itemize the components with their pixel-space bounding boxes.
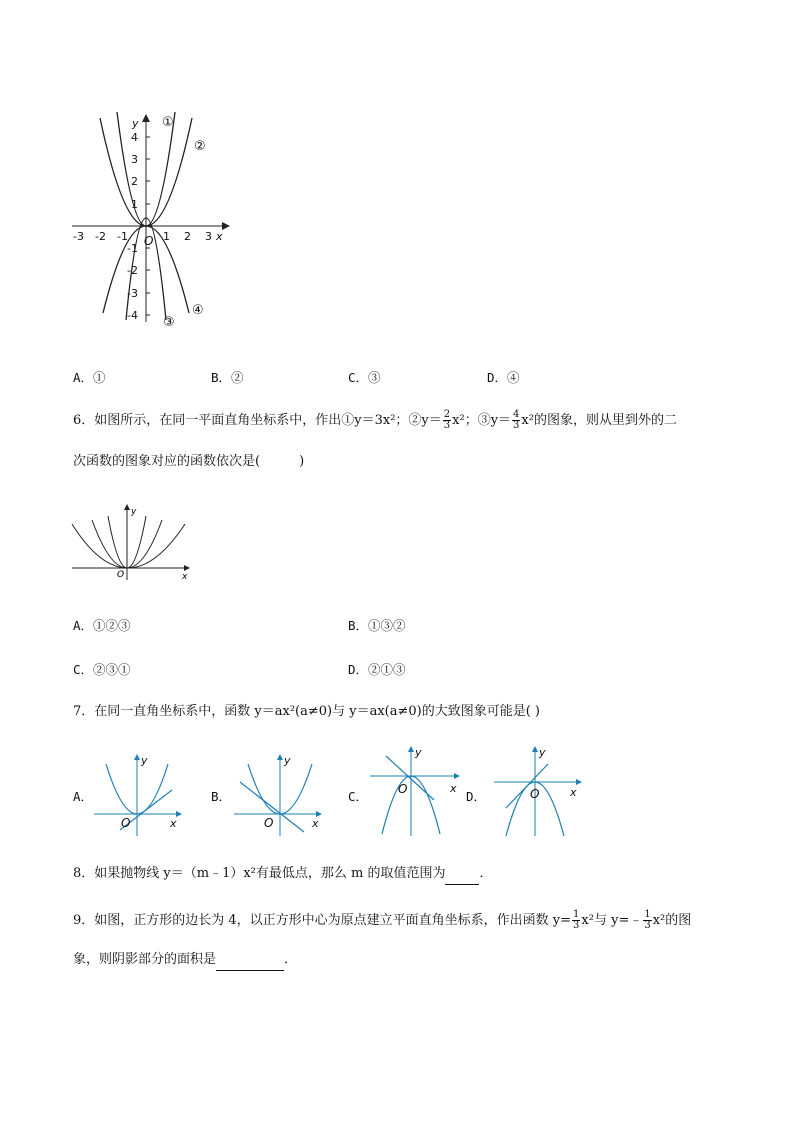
q9-text-c: x²的图 — [652, 913, 692, 928]
curve-label-1: ① — [162, 115, 174, 130]
y-axis-arrow — [142, 114, 150, 122]
q9-f1-den: 3 — [573, 920, 580, 931]
x-tick-neg3: -3 — [73, 230, 84, 243]
q9-line-1 — [73, 910, 691, 931]
q8-answer-blank[interactable] — [445, 864, 479, 885]
q7-question-text: 7．在同一直角坐标系中，函数 y＝ax²(a≠0)与 y＝ax(a≠0)的大致图象可能是( ) — [73, 704, 540, 719]
svg-text:x: x — [170, 817, 177, 830]
q9-fraction-1 — [572, 910, 580, 931]
q8-text-b: ． — [479, 866, 493, 881]
y-tick-2: 2 — [131, 175, 138, 188]
q7-graph-c[interactable] — [368, 744, 464, 838]
q7-graph-a[interactable] — [92, 752, 184, 838]
y-tick-3: 3 — [131, 153, 138, 166]
y-tick-neg2: -2 — [127, 264, 138, 277]
q9-line2-text: 象，则阴影部分的面积是 — [73, 952, 217, 967]
svg-text:O: O — [398, 782, 408, 796]
q9-answer-blank[interactable] — [216, 950, 284, 971]
x-tick-3: 3 — [205, 230, 212, 243]
q5-option-b[interactable]: B．② — [211, 370, 244, 385]
q9-text-a: 9．如图，正方形的边长为 4，以正方形中心为原点建立平面直角坐标系，作出函数 y= — [73, 913, 572, 928]
q9-f1-num: 1 — [573, 909, 580, 920]
q8-question — [73, 864, 493, 885]
parabolas-figure-1 — [70, 110, 240, 335]
y-tick-neg3: -3 — [127, 287, 138, 300]
q7-option-b-label[interactable]: B． — [211, 789, 232, 804]
q9-line2-end: ． — [284, 952, 298, 967]
q6-curve-outer — [72, 524, 185, 568]
svg-text:O: O — [121, 816, 131, 830]
q6-fraction-1 — [443, 410, 451, 431]
q7-graph-d[interactable] — [492, 744, 588, 838]
q5-option-d[interactable]: D．④ — [487, 370, 520, 385]
svg-text:y: y — [141, 754, 148, 767]
q6-text-c: x²的图象，则从里到外的二 — [521, 413, 677, 428]
curve-label-3: ③ — [163, 315, 175, 330]
q7-option-d-label[interactable]: D． — [466, 789, 487, 804]
q6-y-label: y — [131, 507, 137, 517]
q6-f1-num: 2 — [443, 409, 451, 420]
q7-d-line — [506, 764, 548, 808]
q6-text-b: x²；③y＝ — [452, 413, 512, 428]
x-axis-arrow — [222, 222, 230, 230]
q8-text-a: 8．如果抛物线 y＝（m﹣1）x²有最低点，那么 m 的取值范围为 — [73, 866, 446, 881]
q9-f2-num: 1 — [644, 909, 651, 920]
x-tick-1: 1 — [163, 230, 170, 243]
q6-f2-num: 4 — [513, 409, 520, 420]
q5-option-c[interactable]: C．③ — [348, 370, 381, 385]
q6-f2-den: 3 — [513, 420, 520, 431]
q9-fraction-2 — [643, 910, 651, 931]
svg-text:O: O — [264, 816, 274, 830]
q6-option-c[interactable]: C．②③① — [73, 662, 131, 677]
q7-option-a-label[interactable]: A． — [73, 789, 94, 804]
q9-f2-den: 3 — [644, 920, 651, 931]
q6-y-arrow — [124, 504, 130, 510]
q6-x-label: x — [182, 572, 188, 582]
q9-text-b: x²与 y=﹣ — [581, 913, 643, 928]
q7-graph-b[interactable] — [232, 752, 324, 838]
x-axis-label: x — [216, 230, 223, 243]
q5-option-a[interactable]: A．① — [73, 370, 106, 385]
x-tick-neg2: -2 — [95, 230, 106, 243]
q7-c-line — [386, 756, 434, 800]
y-tick-neg1: -1 — [127, 242, 138, 255]
svg-text:y: y — [415, 746, 422, 759]
svg-text:x: x — [450, 782, 457, 795]
y-axis-label: y — [132, 117, 139, 130]
x-tick-2: 2 — [184, 230, 191, 243]
svg-text:x: x — [312, 817, 319, 830]
y-tick-4: 4 — [131, 131, 138, 144]
q9-line-2 — [73, 950, 297, 971]
q6-option-d[interactable]: D．②①③ — [348, 662, 406, 677]
q6-line-2: 次函数的图象对应的函数依次是( ) — [73, 454, 305, 469]
q6-figure — [70, 502, 192, 582]
q7-option-c-label[interactable]: C． — [348, 789, 369, 804]
svg-text:O: O — [530, 787, 540, 801]
svg-text:y: y — [539, 746, 546, 759]
x-tick-neg1: -1 — [117, 230, 128, 243]
origin-label: O — [144, 234, 154, 248]
y-tick-neg4: -4 — [127, 309, 138, 322]
q6-x-arrow — [184, 565, 190, 571]
q6-f1-den: 3 — [443, 420, 451, 431]
q6-text-a: 6．如图所示，在同一平面直角坐标系中，作出①y＝3x²；②y＝ — [73, 413, 442, 428]
q6-line-1 — [73, 410, 677, 431]
q6-fraction-2 — [512, 410, 520, 431]
q6-option-b[interactable]: B．①③② — [348, 618, 406, 633]
svg-text:x: x — [570, 786, 577, 799]
y-tick-1: 1 — [131, 198, 138, 211]
q6-origin-label: O — [117, 570, 125, 580]
q6-option-a[interactable]: A．①②③ — [73, 618, 131, 633]
curve-label-2: ② — [194, 139, 206, 154]
curve-label-4: ④ — [192, 303, 204, 318]
svg-text:y: y — [284, 754, 291, 767]
